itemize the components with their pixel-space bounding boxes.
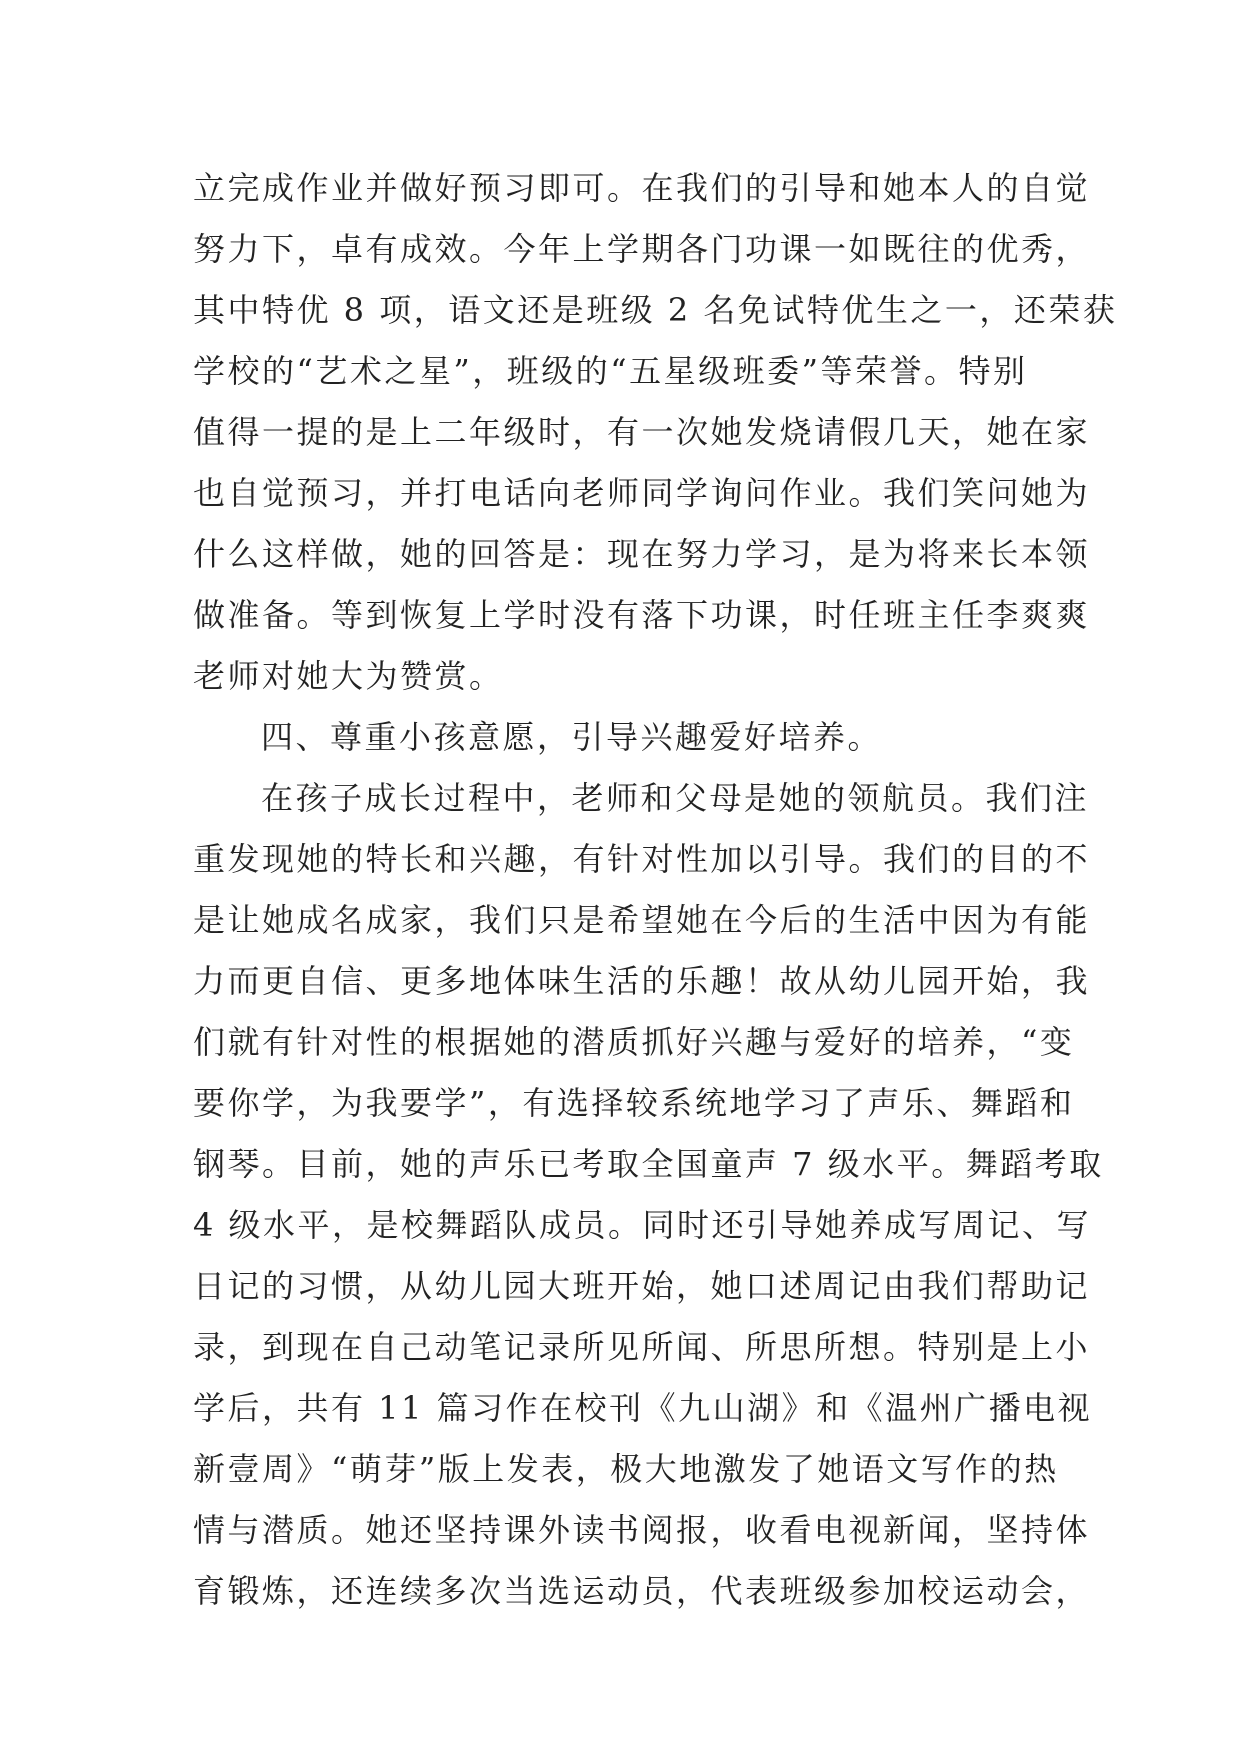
text-line: 新壹周》“萌芽”版上发表，极大地激发了她语文写作的热 xyxy=(193,1450,1059,1488)
text-line: 是让她成名成家，我们只是希望她在今后的生活中因为有能 xyxy=(193,901,1091,939)
section-heading: 四、尊重小孩意愿，引导兴趣爱好培养。 xyxy=(261,718,883,756)
text-line: 学后，共有 11 篇习作在校刊《九山湖》和《温州广播电视 xyxy=(193,1389,1093,1427)
text-line: 钢琴。目前，她的声乐已考取全国童声 7 级水平。舞蹈考取 xyxy=(193,1145,1104,1183)
text-line: 情与潜质。她还坚持课外读书阅报，收看电视新闻，坚持体 xyxy=(193,1511,1091,1549)
text-line: 努力下，卓有成效。今年上学期各门功课一如既往的优秀， xyxy=(193,230,1091,268)
text-line: 日记的习惯，从幼儿园大班开始，她口述周记由我们帮助记 xyxy=(193,1267,1091,1305)
text-line: 值得一提的是上二年级时，有一次她发烧请假几天，她在家 xyxy=(193,413,1091,451)
paragraph-start-line: 在孩子成长过程中，老师和父母是她的领航员。我们注 xyxy=(261,779,1090,817)
text-line: 其中特优 8 项，语文还是班级 2 名免试特优生之一，还荣获 xyxy=(193,291,1118,329)
text-line: 立完成作业并做好预习即可。在我们的引导和她本人的自觉 xyxy=(193,169,1091,207)
body-text xyxy=(193,158,1118,1622)
text-line: 4 级水平，是校舞蹈队成员。同时还引导她养成写周记、写 xyxy=(193,1206,1092,1244)
text-line: 做准备。等到恢复上学时没有落下功课，时任班主任李爽爽 xyxy=(193,596,1091,634)
text-line: 也自觉预习，并打电话向老师同学询问作业。我们笑问她为 xyxy=(193,474,1091,512)
text-line: 重发现她的特长和兴趣，有针对性加以引导。我们的目的不 xyxy=(193,840,1091,878)
text-line: 要你学，为我要学”，有选择较系统地学习了声乐、舞蹈和 xyxy=(193,1084,1075,1122)
text-line: 录，到现在自己动笔记录所见所闻、所思所想。特别是上小 xyxy=(193,1328,1091,1366)
text-line: 什么这样做，她的回答是：现在努力学习，是为将来长本领 xyxy=(193,535,1091,573)
text-line: 力而更自信、更多地体味生活的乐趣！故从幼儿园开始，我 xyxy=(193,962,1091,1000)
text-line: 老师对她大为赞赏。 xyxy=(193,657,504,695)
text-line: 们就有针对性的根据她的潜质抓好兴趣与爱好的培养，“变 xyxy=(193,1023,1075,1061)
text-line: 育锻炼，还连续多次当选运动员，代表班级参加校运动会， xyxy=(193,1572,1091,1610)
text-line: 学校的“艺术之星”，班级的“五星级班委”等荣誉。特别 xyxy=(193,352,1028,390)
